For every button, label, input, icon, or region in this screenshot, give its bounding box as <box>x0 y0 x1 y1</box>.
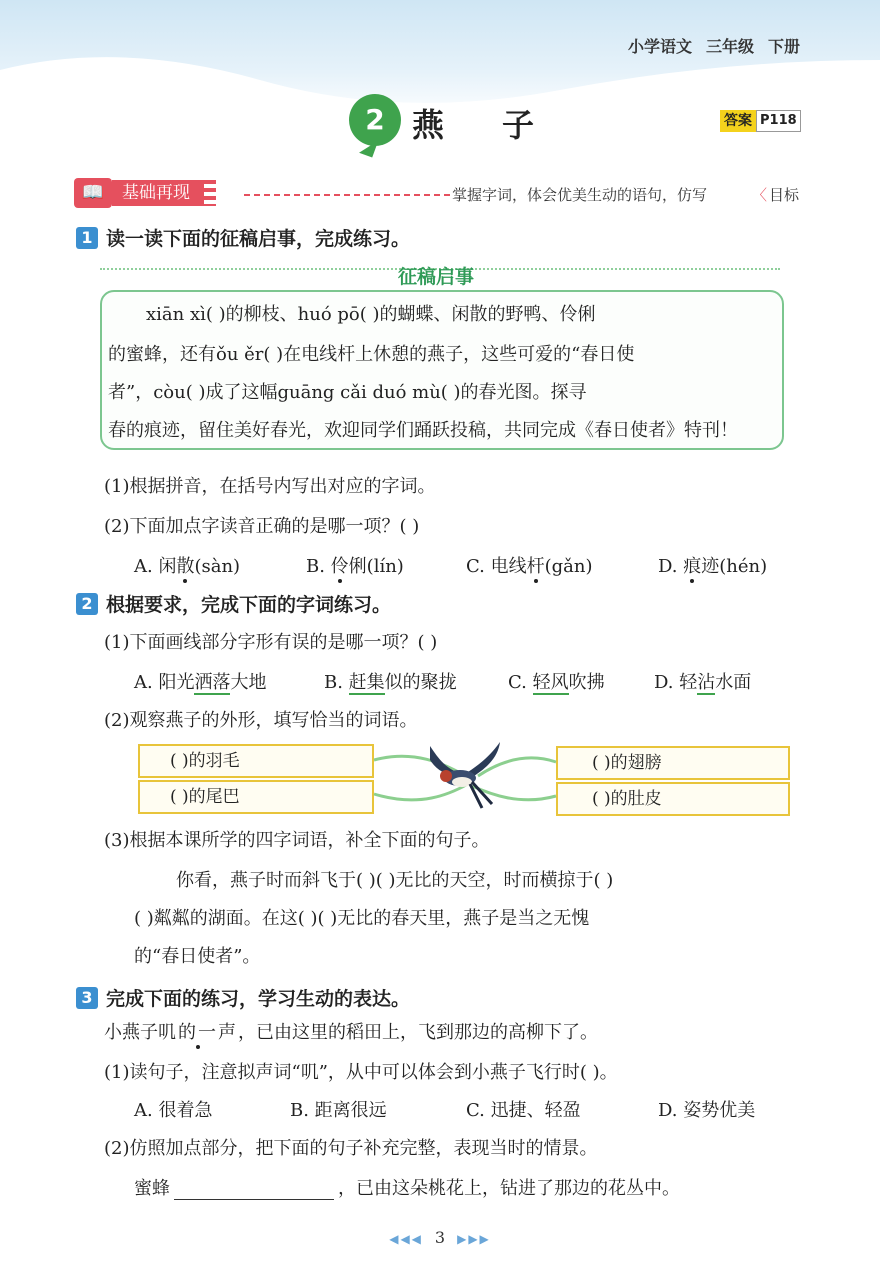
question-title: 根据要求，完成下面的字词练习。 <box>106 594 392 616</box>
left-arrows-icon: ◀◀◀ <box>389 1232 423 1246</box>
fill-sentence[interactable]: 蜜蜂 ，已由这朵桃花上，钻进了那边的花丛中。 <box>134 1178 680 1199</box>
grade-header <box>614 34 800 57</box>
q1-sub1: (1)根据拼音，在括号内写出对应的字词。 <box>104 476 436 497</box>
feather-box[interactable]: ( )的羽毛 <box>138 744 374 778</box>
question-number: 3 <box>76 987 98 1009</box>
q3-option-d[interactable]: D. 姿势优美 <box>658 1100 756 1121</box>
banner-stripes <box>204 180 216 206</box>
answer-page: P118 <box>756 110 801 132</box>
section-banner <box>74 178 216 208</box>
q1-option-b[interactable]: B. 伶俐(lín) <box>306 556 404 577</box>
q2-option-a[interactable]: A. 阳光洒落大地 <box>134 672 267 693</box>
notice-line: 春的痕迹，留住美好春光，欢迎同学们踊跃投稿，共同完成《春日使者》特刊！ <box>108 420 738 441</box>
q2-sub1[interactable]: (1)下面画线部分字形有误的是哪一项？( ) <box>104 632 438 653</box>
q1-sub2[interactable]: (2)下面加点字读音正确的是哪一项？( ) <box>104 516 420 537</box>
notice-line[interactable]: 者”，còu( )成了这幅guāng cǎi duó mù( )的春光图。探寻 <box>108 382 587 403</box>
question-number: 1 <box>76 227 98 249</box>
question-2-heading <box>76 590 391 617</box>
sentence-line-3: 的“春日使者”。 <box>134 946 261 967</box>
q2-sub3: (3)根据本课所学的四字词语，补全下面的句子。 <box>104 830 490 851</box>
q3-option-a[interactable]: A. 很着急 <box>134 1100 213 1121</box>
fill-blank-line[interactable] <box>174 1181 334 1200</box>
answer-label: 答案 <box>720 110 756 132</box>
tail-box[interactable]: ( )的尾巴 <box>138 780 374 814</box>
swallow-illustration <box>360 738 570 818</box>
page-number: 3 <box>434 1228 446 1247</box>
answer-reference[interactable] <box>720 110 801 132</box>
subject-label: 小学语文 <box>627 37 692 56</box>
q1-option-d[interactable]: D. 痕迹(hén) <box>658 556 768 577</box>
question-1-heading <box>76 224 410 251</box>
q3-option-c[interactable]: C. 迅捷、轻盈 <box>466 1100 581 1121</box>
q3-sub1[interactable]: (1)读句子，注意拟声词“叽”，从中可以体会到小燕子飞行时( )。 <box>104 1062 618 1083</box>
q1-option-a[interactable]: A. 闲散(sàn) <box>134 556 241 577</box>
wing-box[interactable]: ( )的翅膀 <box>556 746 790 780</box>
sentence-line-2[interactable]: ( )粼粼的湖面。在这( )( )无比的春天里，燕子是当之无愧 <box>134 908 590 929</box>
belly-box[interactable]: ( )的肚皮 <box>556 782 790 816</box>
q3-sub2: (2)仿照加点部分，把下面的句子补充完整，表现当时的情景。 <box>104 1138 598 1159</box>
notice-line[interactable]: 的蜜蜂，还有ǒu ěr( )在电线杆上休憩的燕子，这些可爱的“春日使 <box>108 344 635 365</box>
sentence-line-1[interactable]: 你看，燕子时而斜飞于( )( )无比的天空，时而横掠于( ) <box>176 870 614 891</box>
question-title: 完成下面的练习，学习生动的表达。 <box>106 988 411 1010</box>
lesson-number-bubble: 2 <box>349 94 401 146</box>
question-number: 2 <box>76 593 98 615</box>
goal-tag: 〈 目标 <box>752 184 799 205</box>
q2-option-d[interactable]: D. 轻沾水面 <box>654 672 752 693</box>
q2-option-b[interactable]: B. 赶集似的聚拢 <box>324 672 457 693</box>
grade-label: 三年级 <box>705 37 754 56</box>
section-name: 基础再现 <box>112 180 204 206</box>
q2-sub2: (2)观察燕子的外形，填写恰当的词语。 <box>104 710 418 731</box>
notice-line[interactable]: xiān xì( )的柳枝、huó pō( )的蝴蝶、闲散的野鸭、伶俐 <box>146 304 596 325</box>
question-title: 读一读下面的征稿启事，完成练习。 <box>106 228 411 250</box>
open-book-icon: 📖 <box>74 178 112 208</box>
volume-label: 下册 <box>767 37 800 56</box>
q1-option-c[interactable]: C. 电线杆(gǎn) <box>466 556 593 577</box>
goal-dash-divider <box>244 194 450 196</box>
notice-title: 征稿启事 <box>398 266 475 288</box>
page-footer <box>0 1228 880 1247</box>
right-arrows-icon: ▶▶▶ <box>457 1232 491 1246</box>
lesson-title: 燕子 <box>412 106 593 144</box>
q3-option-b[interactable]: B. 距离很远 <box>290 1100 387 1121</box>
question-3-heading <box>76 984 410 1011</box>
q2-option-c[interactable]: C. 轻风吹拂 <box>508 672 605 693</box>
example-sentence: 小燕子叽的一声，已由这里的稻田上，飞到那边的高柳下了。 <box>104 1022 598 1043</box>
goal-text: 掌握字词，体会优美生动的语句，仿写 <box>452 186 708 204</box>
